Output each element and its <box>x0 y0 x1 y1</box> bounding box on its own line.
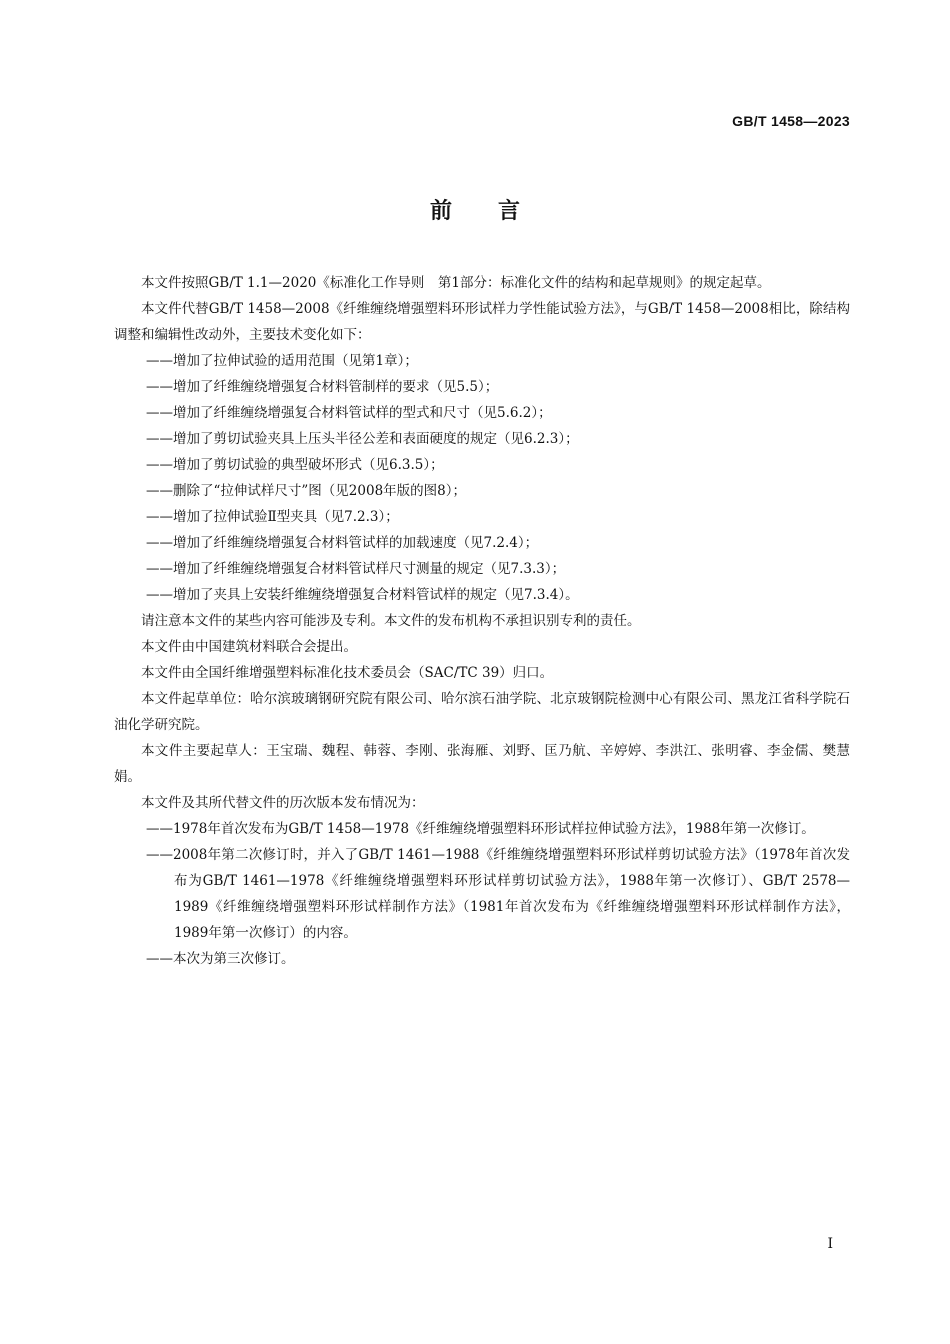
paragraph-administered-by: 本文件由全国纤维增强塑料标准化技术委员会（SAC/TC 39）归口。 <box>141 665 554 681</box>
standard-code: GB/T 1458—2023 <box>732 113 850 129</box>
history-item: ——2008年第二次修订时，并入了GB/T 1461—1988《纤维缠绕增强塑料环形试样剪切试验方法》（1978年首次发布为GB/T 1461—1978《纤维缠绕增强塑料环形试样剪切试验方法》，1988年第一次修订）、GB/T 2578—1989《纤维缠绕增强塑料环形试样制作方法》（1981年首次发布为《纤维缠绕增强塑料环形试样制作方法》，1989年第一次修订）的内容。 <box>146 847 850 941</box>
change-item: ——增加了剪切试验夹具上压头半径公差和表面硬度的规定（见6.2.3）； <box>146 431 579 447</box>
paragraph-drafting-units: 本文件起草单位：哈尔滨玻璃钢研究院有限公司、哈尔滨石油学院、北京玻钢院检测中心有限公司、黑龙江省科学院石油化学研究院。 <box>114 691 850 733</box>
change-item: ——增加了拉伸试验Ⅱ型夹具（见7.2.3）； <box>146 509 399 525</box>
change-item: ——增加了夹具上安装纤维缠绕增强复合材料管试样的规定（见7.3.4）。 <box>146 587 579 603</box>
change-item: ——增加了拉伸试验的适用范围（见第1章）； <box>146 353 418 369</box>
page-title: 前言 <box>429 199 566 224</box>
history-item: ——1978年首次发布为GB/T 1458—1978《纤维缠绕增强塑料环形试样拉伸试验方法》，1988年第一次修订。 <box>146 821 815 837</box>
change-item: ——增加了纤维缠绕增强复合材料管试样的加载速度（见7.2.4）； <box>146 535 539 551</box>
paragraph-replaces: 本文件代替GB/T 1458—2008《纤维缠绕增强塑料环形试样力学性能试验方法》，与GB/T 1458—2008相比，除结构调整和编辑性改动外，主要技术变化如下： <box>114 301 850 343</box>
change-item: ——删除了“拉伸试样尺寸”图（见2008年版的图8）； <box>146 483 466 499</box>
change-item: ——增加了纤维缠绕增强复合材料管试样的型式和尺寸（见5.6.2）； <box>146 405 552 421</box>
change-item: ——增加了纤维缠绕增强复合材料管试样尺寸测量的规定（见7.3.3）； <box>146 561 566 577</box>
foreword-body <box>114 270 850 972</box>
paragraph-drafters: 本文件主要起草人：王宝瑞、魏程、韩蓉、李刚、张海雁、刘野、匡乃航、辛婷婷、李洪江、张明睿、李金儒、樊慧娟。 <box>114 743 850 785</box>
change-item: ——增加了剪切试验的典型破坏形式（见6.3.5）； <box>146 457 444 473</box>
history-item: ——本次为第三次修订。 <box>146 951 295 967</box>
paragraph-drafting-rules: 本文件按照GB/T 1.1—2020《标准化工作导则 第1部分：标准化文件的结构和起草规则》的规定起草。 <box>141 275 771 291</box>
paragraph-proposed-by: 本文件由中国建筑材料联合会提出。 <box>141 639 357 655</box>
paragraph-history-intro: 本文件及其所代替文件的历次版本发布情况为： <box>141 795 425 811</box>
paragraph-patent-notice: 请注意本文件的某些内容可能涉及专利。本文件的发布机构不承担识别专利的责任。 <box>141 613 641 629</box>
change-item: ——增加了纤维缠绕增强复合材料管制样的要求（见5.5）； <box>146 379 499 395</box>
page-number: Ⅰ <box>827 1236 833 1252</box>
